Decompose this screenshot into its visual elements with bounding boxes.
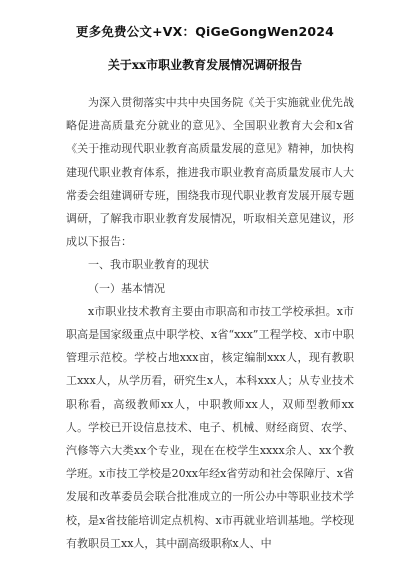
body-paragraph: x市职业技术教育主要由市职高和市技工学校承担。x市职高是国家级重点中职学校、x省“xxx”工程学校、x市中职管理示范校。学校占地xxx亩，核定编制xxx人，现有教职工xxx人，从学历看，研究生x人，本科xxx人；从专业技术职称看，高级教师xx人，中职教师xx人，双师型教师xx人。学校已开设信息技术、电子、机械、财经商贸、农学、汽修等六大类xx个专业，现在在校学生xxxx余人、xx个教学班。x市技工学校是20xx年经x省劳动和社会保障厅、x省发展和改革委员会联合批准成立的一所公办中等职业技术学校，是x省技能培训定点机构、x市再就业培训基地。学校现有教职员工xx人，其中副高级职称x人、中 — [66, 304, 354, 550]
intro-paragraph: 为深入贯彻落实中共中央国务院《关于实施就业优先战略促进高质量充分就业的意见》、全国职业教育大会和x省《关于推动现代职业教育高质量发展的意见》精神，加快构建现代职业教育体系，推进我市职业教育高质量发展市人大常委会组建调研专班，围绕我市现代职业教育发展开展专题调研，了解我市职业教育发展情况，听取相关意见建议，形成以下报告： — [66, 96, 354, 249]
watermark-banner: 更多免费公文+VX：QiGeGongWen2024 — [75, 24, 335, 39]
subsection-heading: （一）基本情况 — [88, 281, 165, 295]
document-body — [66, 91, 354, 555]
section-heading: 一、我市职业教育的现状 — [88, 258, 209, 272]
document-title: 关于xx市职业教育发展情况调研报告 — [107, 58, 303, 72]
